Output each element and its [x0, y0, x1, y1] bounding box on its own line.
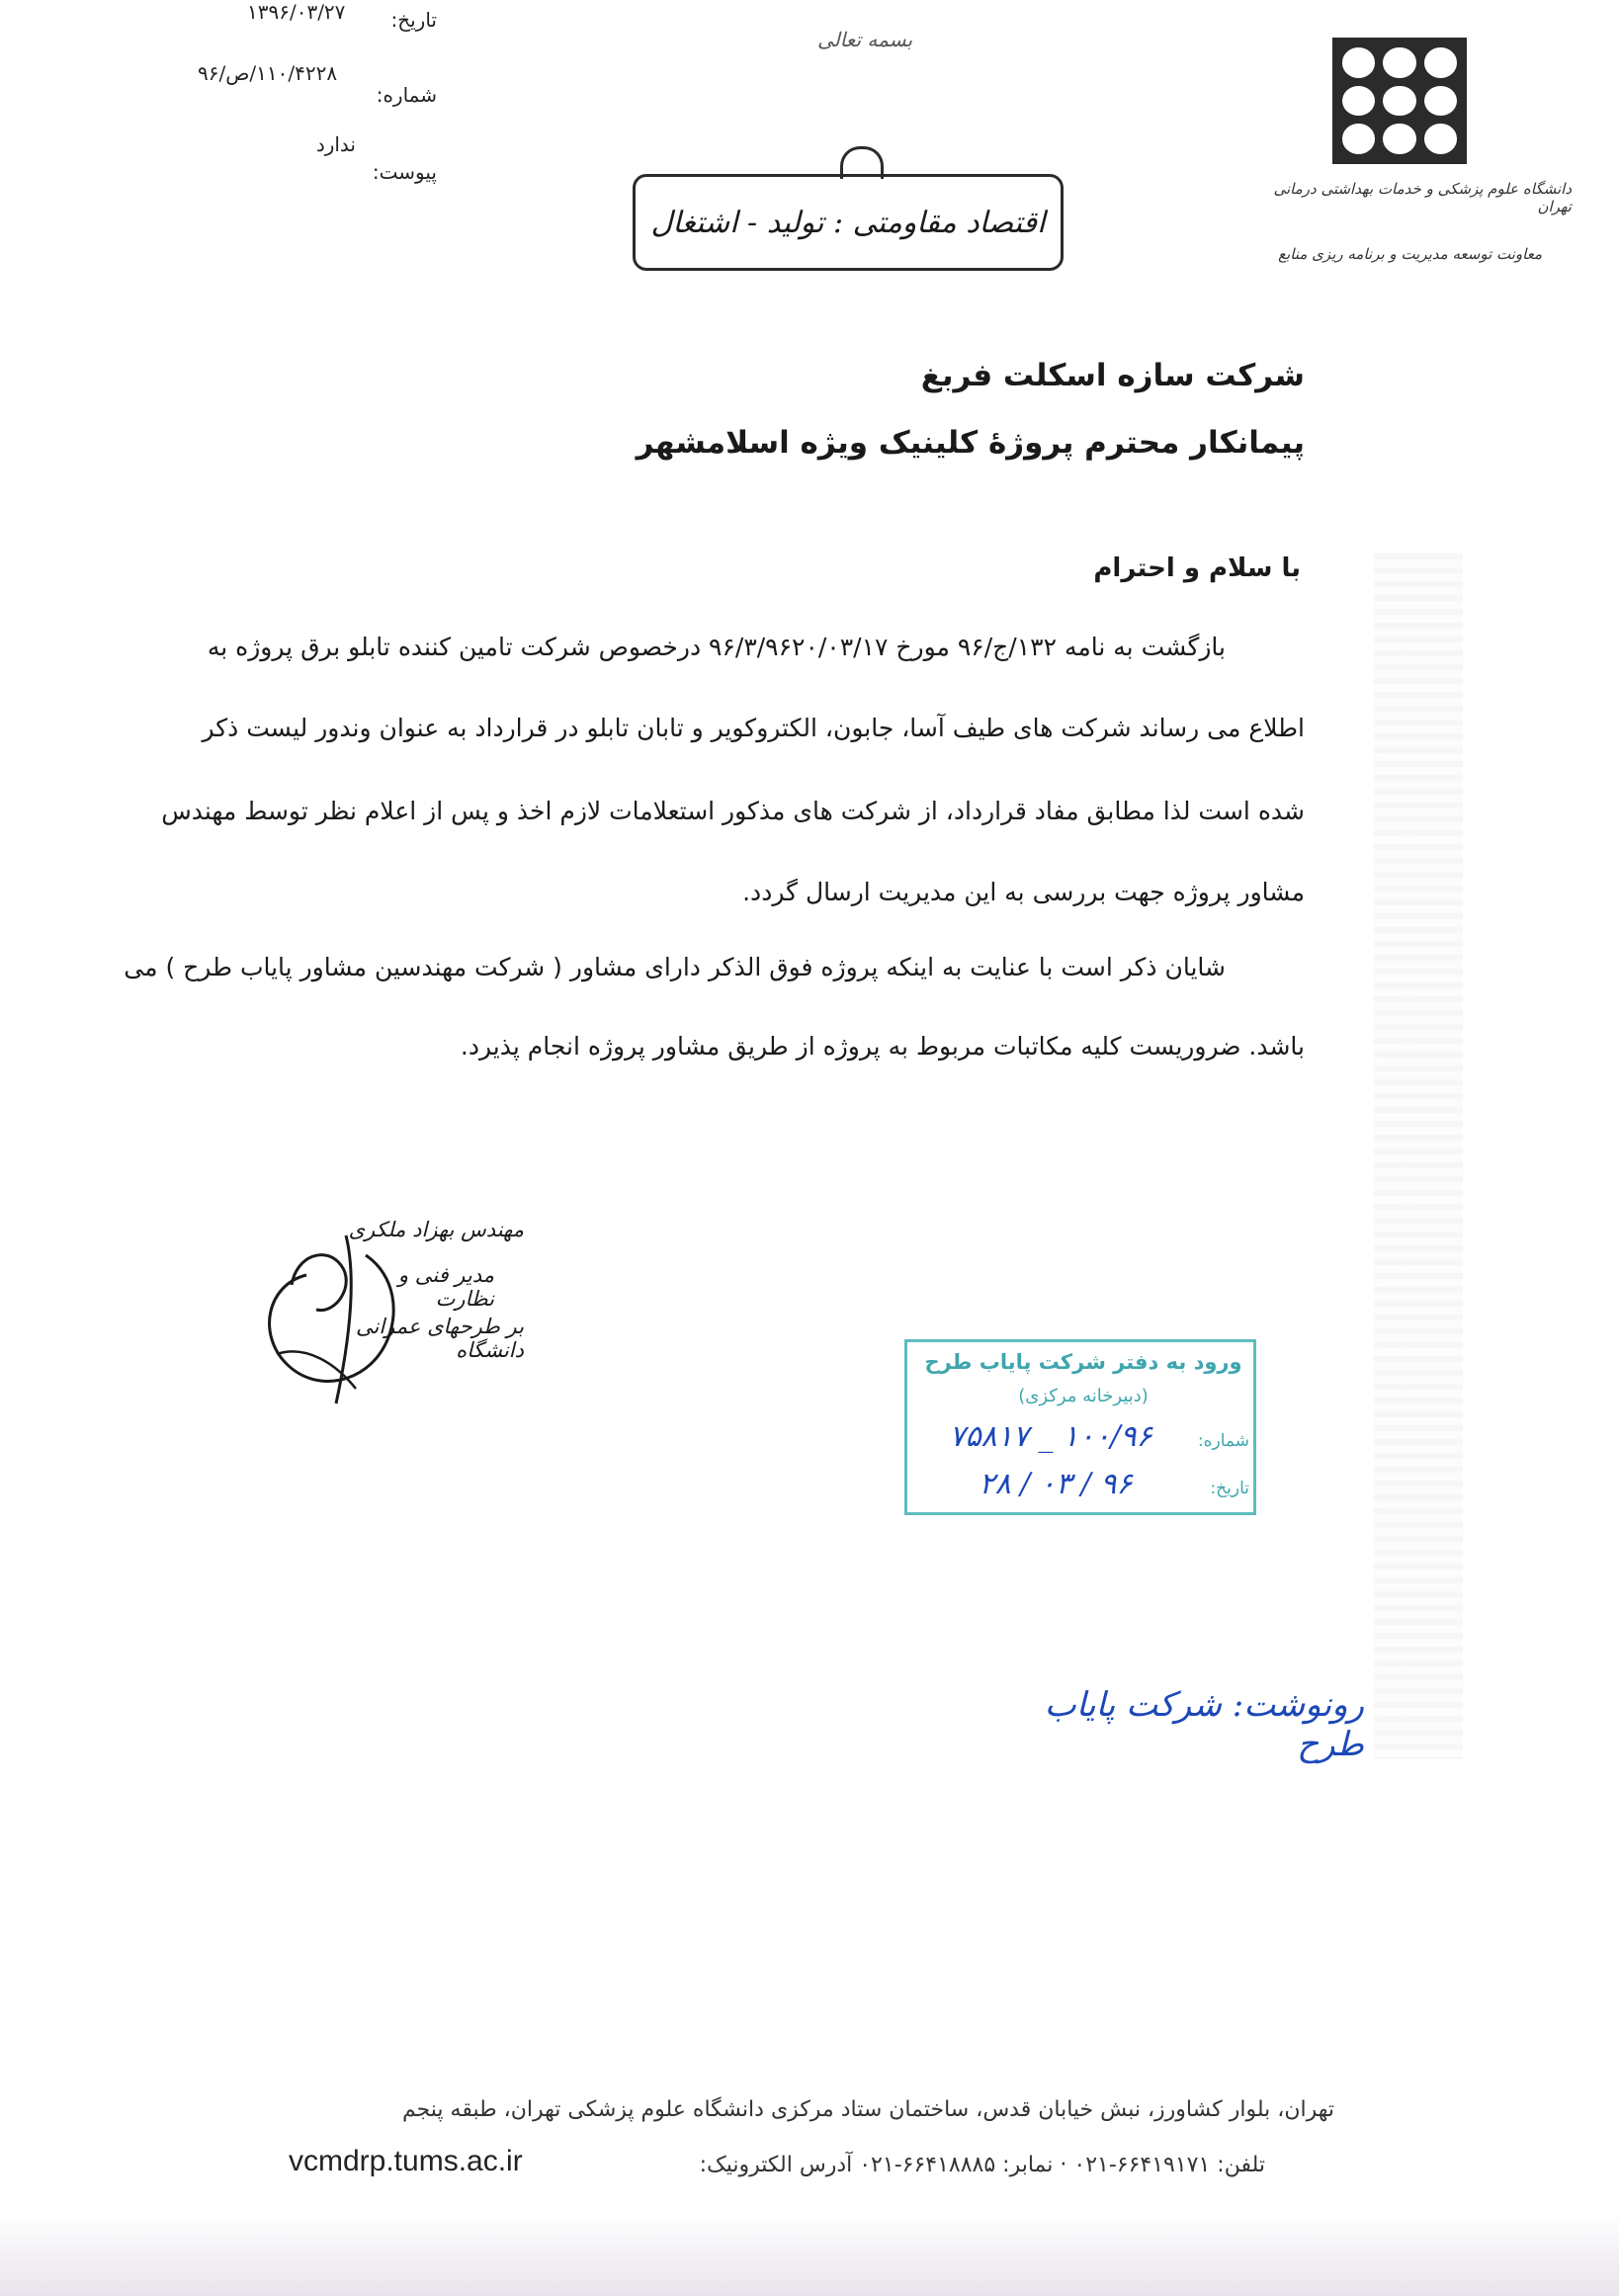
signatory-scope: بر طرحهای عمرانی دانشگاه: [355, 1315, 524, 1362]
footer-contact: تلفن: ۶۶۴۱۹۱۷۱-۰۲۱ · نمابر: ۶۶۴۱۸۸۸۵-۰۲۱ آدرس الکترونیک:: [699, 2153, 1265, 2177]
stamp-subtitle: (دبیرخانه مرکزی): [1018, 1386, 1149, 1406]
date-label: تاریخ:: [390, 8, 437, 32]
signatory-title: مدیر فنی و نظارت: [397, 1263, 494, 1311]
logo-cell: [1383, 124, 1415, 154]
body-line: بازگشت به نامه ۱۳۲/ج/۹۶ مورخ ۹۶/۳/۹۶۲۰/۰۳/۱۷ درخصوص شرکت تامین کننده تابلو برق پروژه به: [207, 633, 1226, 661]
slogan-text: اقتصاد مقاومتی : تولید - اشتغال: [650, 205, 1046, 240]
logo-cell: [1424, 124, 1457, 154]
body-line: اطلاع می رساند شرکت های طیف آسا، جابون، الکتروکویر و تابان تابلو در قرارداد به عنوان وندور لیست ذکر: [202, 714, 1305, 742]
stamp-number-label: شماره:: [1197, 1431, 1249, 1451]
footer-website: vcmdrp.tums.ac.ir: [289, 2145, 523, 2177]
receipt-stamp: [904, 1339, 1256, 1515]
invocation-text: بسمه تعالی: [816, 28, 913, 51]
stamp-number-value: ۱۰۰/۹۶ _ ۷۵۸۱۷: [949, 1419, 1152, 1454]
number-label: شماره:: [376, 83, 437, 107]
slogan-banner: [633, 174, 1064, 271]
logo-cell: [1342, 86, 1375, 117]
footer-address: تهران، بلوار کشاورز، نبش خیابان قدس، ساختمان ستاد مرکزی دانشگاه علوم پزشکی تهران، طبقه پنجم: [401, 2097, 1334, 2122]
greeting: با سلام و احترام: [1093, 553, 1301, 583]
logo-cell: [1342, 124, 1375, 154]
attachment-value: ندارد: [315, 132, 356, 156]
date-value: ۱۳۹۶/۰۳/۲۷: [247, 0, 346, 24]
cc-note: رونوشت: شرکت پایاب طرح: [1044, 1685, 1364, 1764]
stamp-date-label: تاریخ:: [1210, 1479, 1249, 1498]
stamp-date-value: ۹۶ / ۰۳ / ۲۸: [979, 1467, 1133, 1501]
addressee-role: پیمانکار محترم پروژۀ کلینیک ویژه اسلامشهر: [636, 425, 1305, 461]
stamp-title: ورود به دفتر شرکت پایاب طرح: [924, 1350, 1242, 1374]
side-ornament: [1374, 553, 1463, 1759]
body-line: باشد. ضروریست کلیه مکاتبات مربوط به پروژه از طریق مشاور پروژه انجام پذیرد.: [460, 1032, 1305, 1061]
number-value: ۱۱۰/۴۲۲۸/ص/۹۶: [198, 61, 338, 85]
logo-cell: [1342, 47, 1375, 78]
body-line: مشاور پروژه جهت بررسی به این مدیریت ارسال گردد.: [742, 878, 1305, 906]
body-line: شده است لذا مطابق مفاد قرارداد، از شرکت های مذکور استعلامات لازم اخذ و پس از اعلام نظر توسط مهندس: [161, 797, 1305, 825]
logo-cell: [1383, 86, 1415, 117]
org-line-1: دانشگاه علوم پزشکی و خدمات بهداشتی درمانی تهران: [1273, 180, 1572, 215]
logo-cell: [1424, 86, 1457, 117]
logo-cell: [1383, 47, 1415, 78]
attachment-label: پیوست:: [372, 160, 437, 184]
bottom-scan-band: [0, 2214, 1619, 2296]
logo-cell: [1424, 47, 1457, 78]
org-line-2: معاونت توسعه مدیریت و برنامه ریزی منابع: [1278, 245, 1542, 263]
university-logo: [1332, 38, 1467, 164]
signatory-name: مهندس بهزاد ملکری: [348, 1218, 524, 1241]
addressee-company: شرکت سازه اسکلت فربغ: [920, 358, 1305, 393]
body-line: شایان ذکر است با عنایت به اینکه پروژه فوق الذکر دارای مشاور ( شرکت مهندسین مشاور پایاب طرح ) می: [124, 953, 1226, 981]
